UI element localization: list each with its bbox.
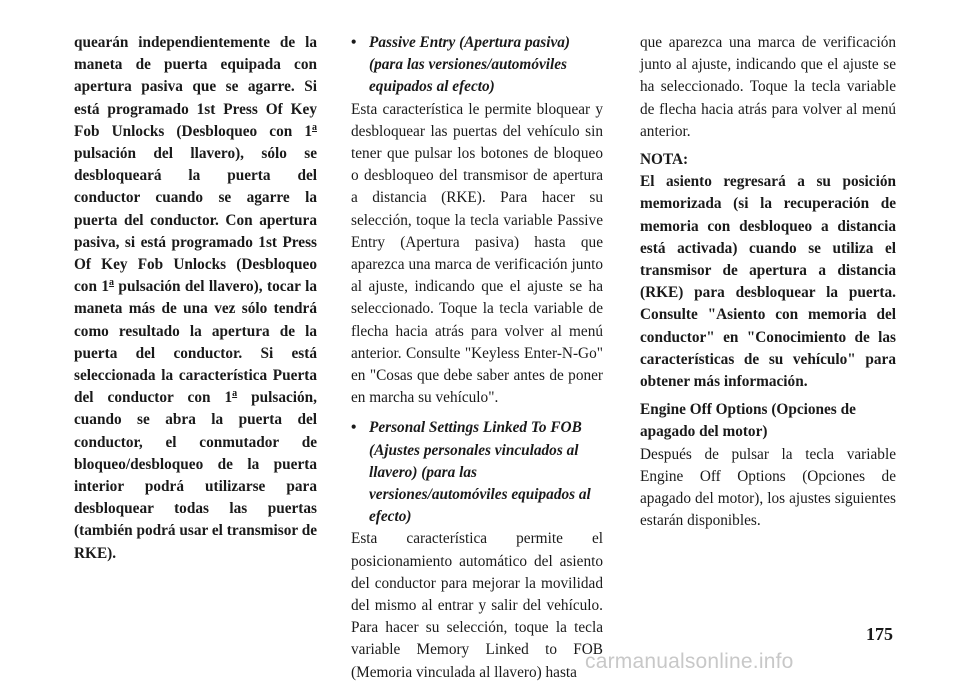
paragraph-personal-settings: Esta característica permite el posicionamiento automático del asiento del conductor para mejorar la movilidad del mismo al entrar y salir del vehículo. Para hacer su selección, toque la tecla variable Memory Linked to FOB (Memoria vinculada al llavero) hasta (351, 530, 603, 681)
paragraph-passive-entry: Esta característica le permite bloquear y desbloquear las puertas del vehículo sin tener que pulsar los botones de bloqueo o desbloqueo del transmisor de apertura a distancia (RKE). Para hacer su selección, toque la tecla variable Passive Entry (Apertura pasiva) hasta que aparezca una marca de verificación junto al ajuste, indicando que el ajuste se ha seleccionado. Toque la tecla variable de flecha hacia atrás para volver al menú anterior. Consulte "Keyless Enter-N-Go" en "Cosas que debe saber antes de poner en marcha su vehículo". (351, 100, 603, 407)
note-text: El asiento regresará a su posición memorizada (si la recuperación de memoria con desbloqueo a distancia está activada) cuando se utiliza el transmisor de apertura a distancia (RKE) para desbloquear la puerta. Consulte "Asiento con memoria del conductor" en "Conocimiento de las características de su vehículo" para obtener más información. (640, 173, 896, 391)
paragraph-continuation: que aparezca una marca de verificación junto al ajuste, indicando que el ajuste se ha seleccionado. Toque la tecla variable de flecha hacia atrás para volver al menú anterior. (640, 34, 896, 140)
column-3 (640, 32, 896, 532)
note-label: NOTA: (640, 151, 689, 169)
paragraph-engine-off: Después de pulsar la tecla variable Engine Off Options (Opciones de apagado del motor), los ajustes siguientes estarán disponibles. (640, 445, 896, 530)
column-2 (351, 32, 603, 684)
column-1 (74, 32, 317, 565)
bullet-icon: • (351, 419, 357, 437)
bullet-icon: • (351, 34, 357, 51)
bullet-personal-settings (351, 417, 603, 528)
section-heading: Engine Off Options (Opciones de apagado del motor) (640, 401, 856, 441)
bullet-passive-entry (351, 32, 603, 99)
page-number: 175 (866, 624, 893, 644)
bullet-title: Passive Entry (Apertura pasiva) (para las versiones/automóviles equipados al efecto) (369, 34, 570, 96)
bullet-title: Personal Settings Linked To FOB (Ajustes personales vinculados al llavero) (para las versiones/automóviles equipados al efecto) (369, 419, 591, 526)
paragraph-passive-unlock: quearán independientemente de la maneta de puerta equipada con apertura pasiva que se agarre. Si está programado 1st Press Of Key Fob Unlocks (Desbloqueo con 1$^a$ pulsación del llavero), sólo se desbloqueará la puerta del conductor cuando se agarre la puerta del conductor. Con apertura pasiva, si está programado 1st Press Of Key Fob Unlocks (Desbloqueo con 1$^a$ pulsación del llavero), tocar la maneta más de una vez sólo tendrá como resultado la apertura de la puerta del conductor. Si está seleccionada la característica Puerta del conductor con 1$^a$ pulsación, cuando se abra la puerta del conductor, el conmutador de bloqueo/desbloqueo de la puerta interior podrá utilizarse para desbloquear todas las puertas (también podrá usar el transmisor de RKE). (74, 34, 317, 562)
watermark: carmanualsonline.info (585, 650, 794, 673)
